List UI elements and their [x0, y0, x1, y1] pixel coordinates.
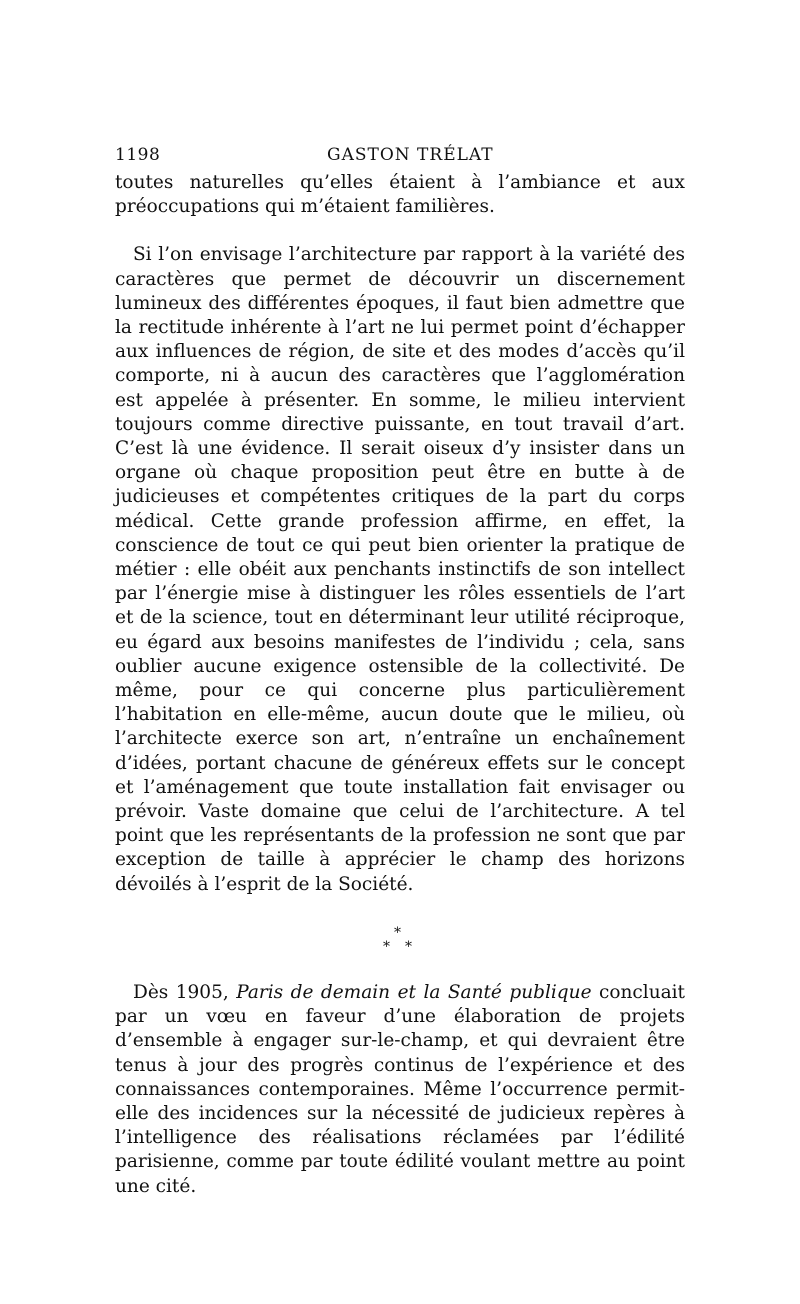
asterism-star-right: * — [405, 938, 412, 955]
running-head — [115, 145, 685, 171]
asterism-star-top: * — [394, 924, 401, 941]
running-title: GASTON TRÉLAT — [327, 145, 494, 165]
paragraph-continued: toutes naturelles qu’elles étaient à l’ambiance et aux préoccupations qui m’étaient familières. — [115, 172, 685, 218]
section-asterism — [115, 907, 685, 981]
asterism-star-left: * — [383, 938, 390, 955]
paragraph-paris-body: concluait par un vœu en faveur d’une élaboration de projets d’ensemble à engager sur-le-champ, et qui devraient être tenus à jour des progrès continus de l’expérience et des connaissances contemporaines. Même l’occurrence permit-elle des incidences sur la nécessité de judicieux repères à l’intelligence des réalisations réclamées par l’édilité parisienne, comme par toute édilité voulant mettre au point une cité. — [115, 981, 685, 1197]
publication-title: Paris de demain et la Santé publique — [236, 981, 592, 1003]
paragraph-architecture: Si l’on envisage l’architecture par rapport à la variété des caractères que permet de découvrir un discernement lumineux des différentes époques, il faut bien admettre que la rectitude inhérente à l’art ne lui permet point d’échapper aux influences de région, de site et des modes d’accès qu’il comporte, ni à aucun des caractères que l’agglomération est appelée à présenter. En somme, le milieu intervient toujours comme directive puissante, en tout travail d’art. C’est là une évidence. Il serait oiseux d’y insister dans un organe où chaque proposition peut être en butte à de judicieuses et compétentes critiques de la part du corps médical. Cette grande profession affirme, en effet, la conscience de tout ce qui peut bien orienter la pratique de métier : elle obéit aux penchants instinctifs de son intellect par l’énergie mise à distinguer les rôles essentiels de l’art et de la science, tout en déterminant leur utilité réciproque, eu égard aux besoins manifestes de l’individu ; cela, sans oublier aucune exigence ostensible de la collectivité. De même, pour ce qui concerne plus particulièrement l’habitation en elle-même, aucun doute que le milieu, où l’architecte exerce son art, n’entraîne un enchaînement d’idées, portant chacune de généreux effets sur le concept et l’aménagement que toute installation fait envisager ou prévoir. Vaste domaine que celui de l’architecture. A tel point que les représentants de la profession ne sont que par exception de taille à apprécier le champ des horizons dévoilés à l’esprit de la Société. — [115, 244, 685, 895]
book-page — [115, 145, 685, 1199]
paragraph-paris-prefix: Dès 1905, — [133, 981, 237, 1003]
page-number: 1198 — [115, 145, 161, 165]
paragraph-paris — [115, 981, 685, 1199]
paragraph-gap — [115, 219, 685, 243]
